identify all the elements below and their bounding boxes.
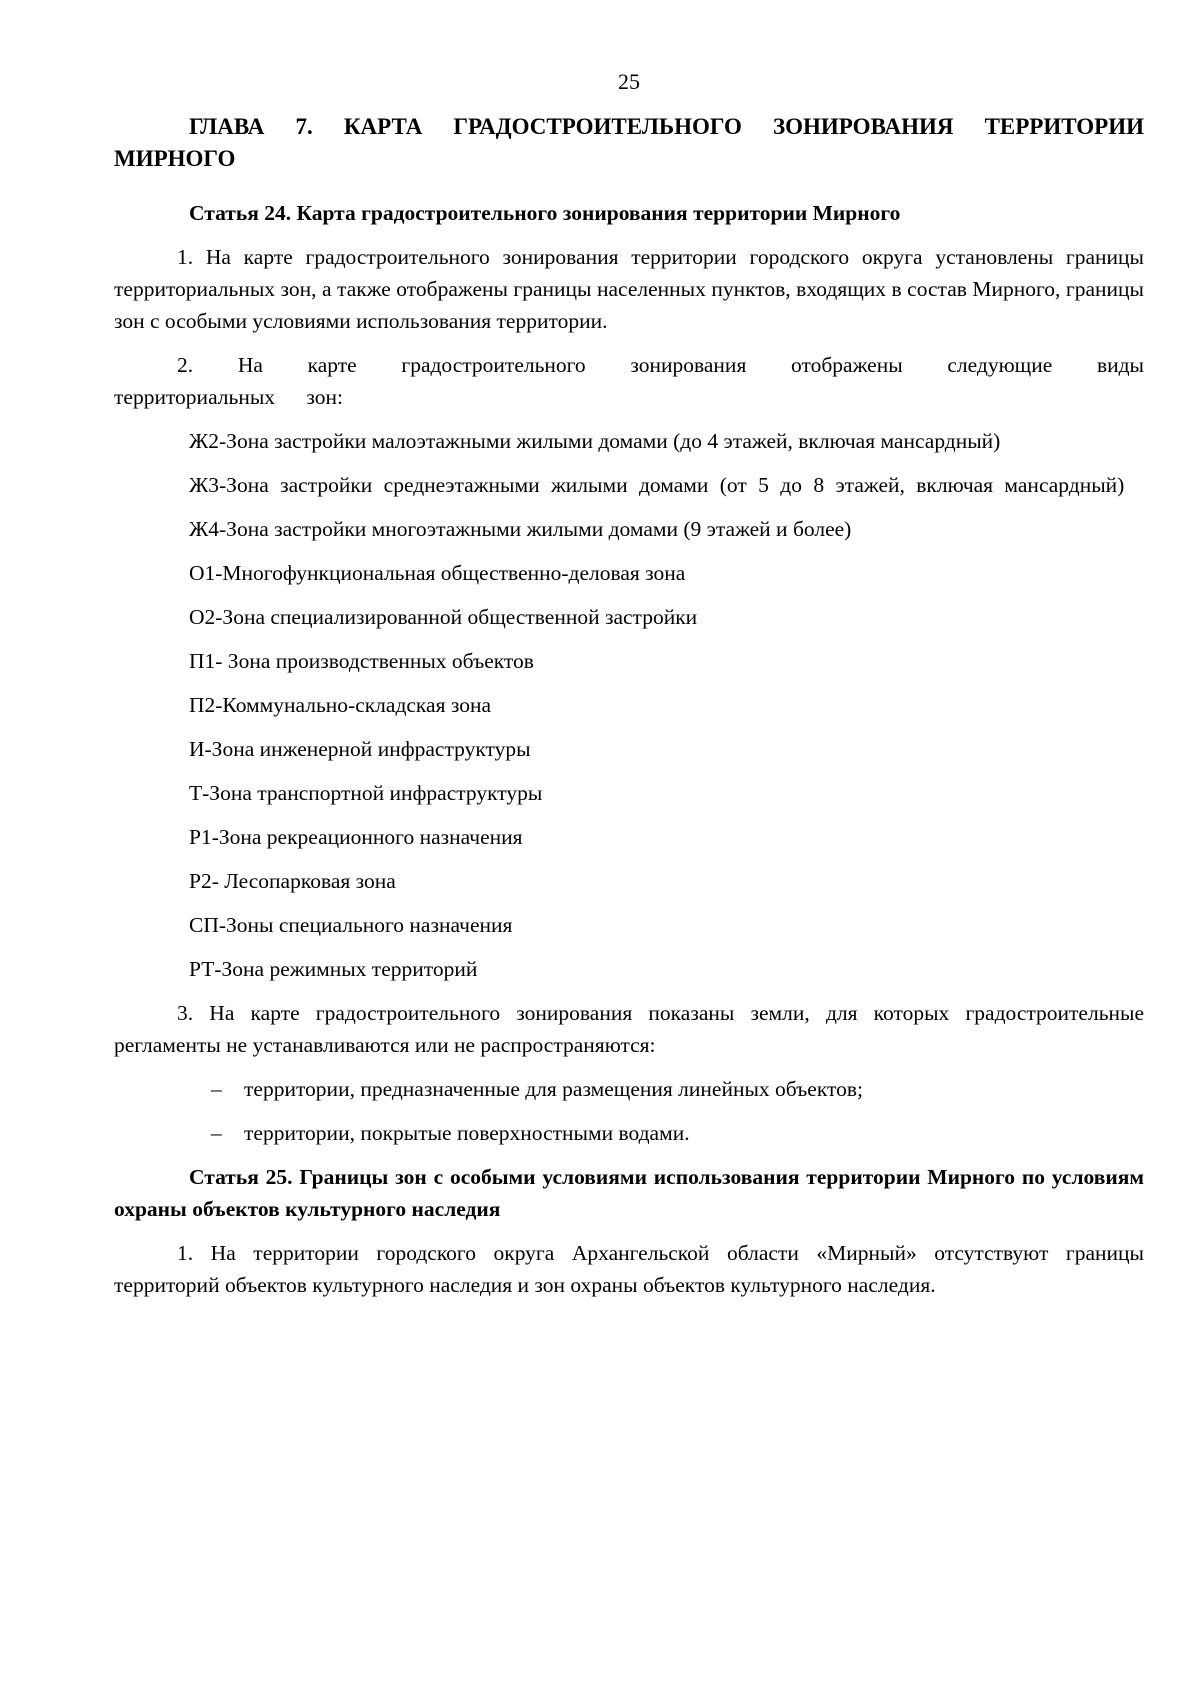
zone-item-t: Т-Зона транспортной инфраструктуры <box>189 781 543 805</box>
article-24-paragraph-3: 3. На карте градостроительного зонирования показаны земли, для которых градостроительные регламенты не устанавливаются или не распространяются: <box>114 1001 1144 1057</box>
dash-bullet: – <box>211 1121 222 1145</box>
article-25-title: Статья 25. Границы зон с особыми условиями использования территории Мирного по условиям охраны объектов культурного наследия <box>114 1165 1144 1221</box>
page-number: 25 <box>618 69 640 94</box>
zone-item-o2: О2-Зона специализированной общественной застройки <box>189 605 698 629</box>
zone-item-r2: Р2- Лесопарковая зона <box>189 869 396 893</box>
zone-list <box>114 425 1144 985</box>
excluded-lands-list <box>114 1073 1144 1149</box>
list-item-text: территории, предназначенные для размещения линейных объектов; <box>244 1077 863 1101</box>
zone-item-p2: П2-Коммунально-складская зона <box>189 693 492 717</box>
zone-item-p1: П1- Зона производственных объектов <box>189 649 534 673</box>
article-24-title: Статья 24. Карта градостроительного зонирования территории Мирного <box>189 201 901 225</box>
article-25-paragraph-1: 1. На территории городского округа Архангельской области «Мирный» отсутствуют границы территорий объектов культурного наследия и зон охраны объектов культурного наследия. <box>114 1241 1144 1297</box>
chapter-title: ГЛАВА 7. КАРТА ГРАДОСТРОИТЕЛЬНОГО ЗОНИРОВАНИЯ ТЕРРИТОРИИ МИРНОГО <box>114 114 1144 171</box>
list-item <box>114 1073 1144 1105</box>
zone-item-zh3: Ж3-Зона застройки среднеэтажными жилыми домами (от 5 до 8 этажей, включая мансардный) <box>189 473 1125 497</box>
article-24-paragraph-2: 2. На карте градостроительного зонирования отображены следующие виды территориальных зон: <box>114 353 1144 409</box>
zone-item-sp: СП-Зоны специального назначения <box>189 913 513 937</box>
document-page <box>114 66 1144 1313</box>
dash-bullet: – <box>211 1077 222 1101</box>
list-item-text: территории, покрытые поверхностными водами. <box>244 1121 690 1145</box>
zone-item-zh4: Ж4-Зона застройки многоэтажными жилыми домами (9 этажей и более) <box>189 517 852 541</box>
list-item <box>114 1117 1144 1149</box>
article-24-paragraph-1: 1. На карте градостроительного зонирования территории городского округа установлены границы территориальных зон, а также отображены границы населенных пунктов, входящих в состав Мирного, границы зон с особыми условиями использования территории. <box>114 245 1144 333</box>
zone-item-r1: Р1-Зона рекреационного назначения <box>189 825 523 849</box>
zone-item-zh2: Ж2-Зона застройки малоэтажными жилыми домами (до 4 этажей, включая мансардный) <box>189 429 1001 453</box>
zone-item-rt: РТ-Зона режимных территорий <box>189 957 478 981</box>
zone-item-i: И-Зона инженерной инфраструктуры <box>189 737 531 761</box>
zone-item-o1: О1-Многофункциональная общественно-деловая зона <box>189 561 686 585</box>
